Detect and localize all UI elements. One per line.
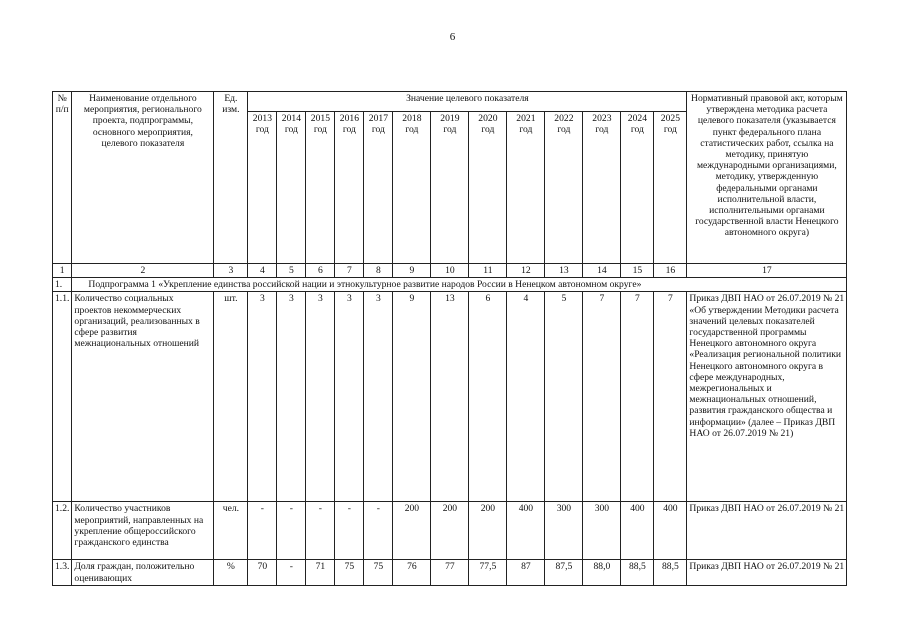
column-number: 13 bbox=[545, 264, 583, 278]
row-value: - bbox=[335, 502, 364, 560]
column-number: 17 bbox=[687, 264, 847, 278]
row-value: - bbox=[248, 502, 277, 560]
column-number: 11 bbox=[469, 264, 507, 278]
row-value: 88,5 bbox=[621, 560, 654, 585]
row-value: 400 bbox=[654, 502, 687, 560]
row-value: 88,5 bbox=[654, 560, 687, 585]
row-value: 75 bbox=[335, 560, 364, 585]
column-number: 8 bbox=[364, 264, 393, 278]
row-act: Приказ ДВП НАО от 26.07.2019 № 21 bbox=[687, 560, 847, 585]
row-value: - bbox=[306, 502, 335, 560]
target-indicators-table bbox=[52, 91, 847, 586]
row-value: 87 bbox=[507, 560, 545, 585]
year-header: 2019 год bbox=[431, 112, 469, 264]
row-act: Приказ ДВП НАО от 26.07.2019 № 21 «Об утверждении Методики расчета значений целевых показателей государственной программы Ненецкого автономного округа «Реализация региональной политики Ненецкого автономного округа в сфере международных, межрегиональных и межнациональных отношений, развития гражданского общества и информации» (далее – Приказ ДВП НАО от 26.07.2019 № 21) bbox=[687, 292, 847, 502]
column-number: 4 bbox=[248, 264, 277, 278]
subprogram-row bbox=[53, 278, 847, 292]
row-value: 3 bbox=[335, 292, 364, 502]
row-unit: шт. bbox=[214, 292, 248, 502]
column-number: 5 bbox=[277, 264, 306, 278]
row-value: 9 bbox=[393, 292, 431, 502]
row-value: 300 bbox=[545, 502, 583, 560]
header-name: Наименование отдельного мероприятия, регионального проекта, подпрограммы, основного мероприятия, целевого показателя bbox=[72, 92, 214, 264]
row-value: 3 bbox=[248, 292, 277, 502]
row-name: Доля граждан, положительно оценивающих bbox=[72, 560, 214, 585]
row-value: 7 bbox=[654, 292, 687, 502]
row-act: Приказ ДВП НАО от 26.07.2019 № 21 bbox=[687, 502, 847, 560]
row-value: 400 bbox=[621, 502, 654, 560]
row-value: 200 bbox=[393, 502, 431, 560]
row-value: 300 bbox=[583, 502, 621, 560]
year-header: 2022 год bbox=[545, 112, 583, 264]
row-unit: % bbox=[214, 560, 248, 585]
subprogram-title: Подпрограмма 1 «Укрепление единства российской нации и этнокультурное развитие народов России в Ненецком автономном округе» bbox=[72, 278, 847, 292]
row-value: 7 bbox=[583, 292, 621, 502]
header-act: Нормативный правовой акт, которым утверждена методика расчета целевого показателя (указывается пункт федерального плана статистических работ, ссылка на методику, принятую международными организациями, методику, утвержденную федеральными органами исполнительной власти, исполнительными органами государственной власти Ненецкого автономного округа) bbox=[687, 92, 847, 264]
row-value: 5 bbox=[545, 292, 583, 502]
row-value: 70 bbox=[248, 560, 277, 585]
row-value: 7 bbox=[621, 292, 654, 502]
year-header: 2016 год bbox=[335, 112, 364, 264]
subprogram-num: 1. bbox=[53, 278, 72, 292]
table-row bbox=[53, 292, 847, 502]
row-value: - bbox=[277, 560, 306, 585]
row-value: 77 bbox=[431, 560, 469, 585]
year-header: 2020 год bbox=[469, 112, 507, 264]
year-header: 2021 год bbox=[507, 112, 545, 264]
page-number: 6 bbox=[449, 31, 456, 43]
row-value: 3 bbox=[364, 292, 393, 502]
header-unit: Ед. изм. bbox=[214, 92, 248, 264]
row-value: 400 bbox=[507, 502, 545, 560]
row-num: 1.1. bbox=[53, 292, 72, 502]
column-number: 10 bbox=[431, 264, 469, 278]
row-name: Количество социальных проектов некоммерческих организаций, реализованных в сфере развития межнациональных отношений bbox=[72, 292, 214, 502]
row-value: 3 bbox=[277, 292, 306, 502]
column-number: 14 bbox=[583, 264, 621, 278]
year-header: 2018 год bbox=[393, 112, 431, 264]
year-header: 2013 год bbox=[248, 112, 277, 264]
year-header: 2017 год bbox=[364, 112, 393, 264]
row-value: 76 bbox=[393, 560, 431, 585]
column-number: 15 bbox=[621, 264, 654, 278]
header-num: № п/п bbox=[53, 92, 72, 264]
year-header: 2024 год bbox=[621, 112, 654, 264]
column-number: 3 bbox=[214, 264, 248, 278]
table-row bbox=[53, 560, 847, 585]
row-value: 3 bbox=[306, 292, 335, 502]
row-value: 75 bbox=[364, 560, 393, 585]
column-number: 2 bbox=[72, 264, 214, 278]
row-value: 200 bbox=[431, 502, 469, 560]
column-number: 6 bbox=[306, 264, 335, 278]
row-value: - bbox=[277, 502, 306, 560]
year-header: 2025 год bbox=[654, 112, 687, 264]
column-number: 7 bbox=[335, 264, 364, 278]
row-num: 1.2. bbox=[53, 502, 72, 560]
column-number: 1 bbox=[53, 264, 72, 278]
row-value: 77,5 bbox=[469, 560, 507, 585]
table-row bbox=[53, 502, 847, 560]
column-number-row bbox=[53, 264, 847, 278]
row-value: 6 bbox=[469, 292, 507, 502]
row-unit: чел. bbox=[214, 502, 248, 560]
row-num: 1.3. bbox=[53, 560, 72, 585]
column-number: 16 bbox=[654, 264, 687, 278]
row-name: Количество участников мероприятий, направленных на укрепление общероссийского гражданского единства bbox=[72, 502, 214, 560]
header-row bbox=[53, 92, 847, 112]
column-number: 12 bbox=[507, 264, 545, 278]
year-header: 2015 год bbox=[306, 112, 335, 264]
year-header: 2023 год bbox=[583, 112, 621, 264]
row-value: 88,0 bbox=[583, 560, 621, 585]
row-value: 13 bbox=[431, 292, 469, 502]
row-value: 71 bbox=[306, 560, 335, 585]
row-value: - bbox=[364, 502, 393, 560]
column-number: 9 bbox=[393, 264, 431, 278]
row-value: 200 bbox=[469, 502, 507, 560]
header-values: Значение целевого показателя bbox=[248, 92, 687, 112]
year-header: 2014 год bbox=[277, 112, 306, 264]
row-value: 87,5 bbox=[545, 560, 583, 585]
row-value: 4 bbox=[507, 292, 545, 502]
